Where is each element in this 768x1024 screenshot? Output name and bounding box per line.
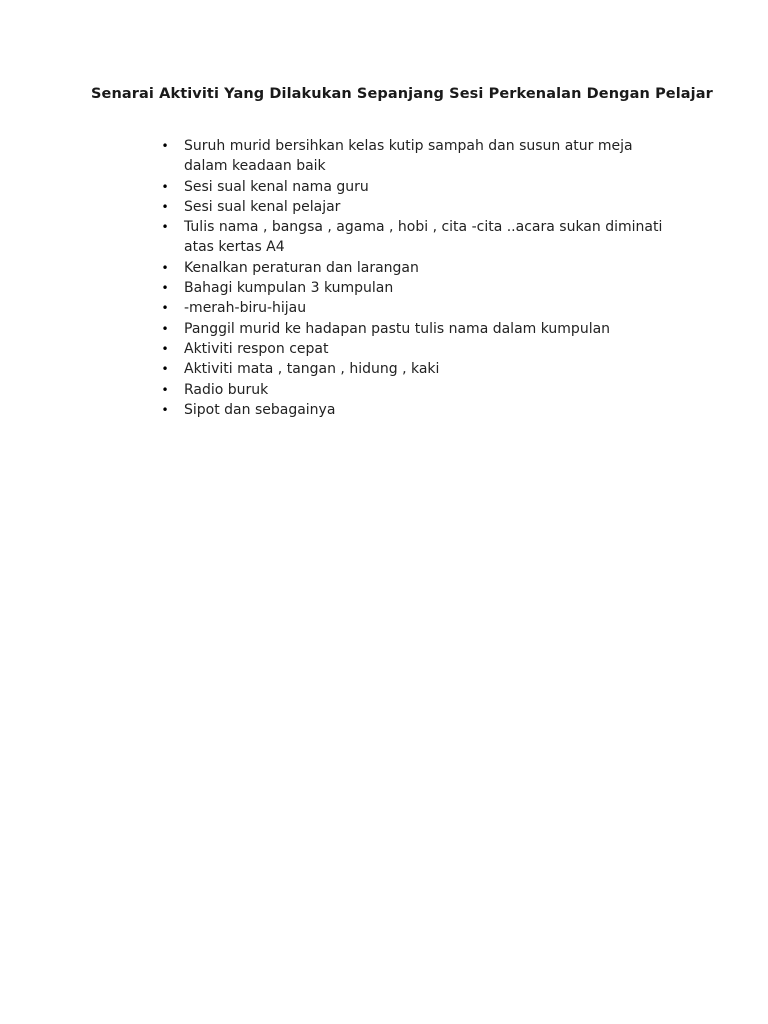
list-item-text: -merah-biru-hijau — [184, 300, 307, 317]
list-item — [160, 197, 680, 217]
bullet-icon: • — [161, 199, 169, 214]
bullet-icon: • — [161, 321, 169, 336]
bullet-icon: • — [161, 179, 169, 194]
bullet-icon: • — [161, 402, 169, 417]
bullet-icon: • — [161, 301, 169, 316]
list-item-text: Sesi sual kenal pelajar — [184, 198, 341, 215]
list-item — [160, 258, 680, 278]
document-title: Senarai Aktiviti Yang Dilakukan Sepanjang Sesi Perkenalan Dengan Pelajar — [91, 86, 713, 102]
bullet-icon: • — [161, 382, 169, 397]
list-item — [160, 278, 680, 298]
list-item — [160, 359, 680, 379]
bullet-icon: • — [161, 260, 169, 275]
bullet-icon: • — [161, 362, 169, 377]
list-item-text: Sesi sual kenal nama guru — [184, 178, 369, 195]
activity-list — [160, 136, 680, 420]
bullet-icon: • — [161, 341, 169, 356]
list-item-text: Aktiviti respon cepat — [184, 340, 329, 357]
list-item — [160, 177, 680, 197]
list-item — [160, 339, 680, 359]
list-item — [160, 136, 680, 177]
list-item-text: Kenalkan peraturan dan larangan — [184, 259, 419, 276]
list-item-text: Radio buruk — [184, 381, 269, 398]
list-item — [160, 319, 680, 339]
list-item-text: Bahagi kumpulan 3 kumpulan — [184, 280, 394, 297]
list-item-text: Aktiviti mata , tangan , hidung , kaki — [184, 361, 440, 378]
list-item-text: Tulis nama , bangsa , agama , hobi , cita -cita ..acara sukan diminati atas kertas A4 — [184, 219, 663, 256]
list-item-text: Panggil murid ke hadapan pastu tulis nama dalam kumpulan — [184, 320, 611, 337]
list-item — [160, 380, 680, 400]
list-item-text: Sipot dan sebagainya — [184, 401, 336, 418]
list-item — [160, 298, 680, 318]
bullet-icon: • — [161, 220, 169, 235]
list-item — [160, 400, 680, 420]
list-item-text: Suruh murid bersihkan kelas kutip sampah dan susun atur meja dalam keadaan baik — [184, 138, 633, 175]
bullet-icon: • — [161, 281, 169, 296]
bullet-icon: • — [161, 139, 169, 153]
list-item — [160, 217, 680, 258]
